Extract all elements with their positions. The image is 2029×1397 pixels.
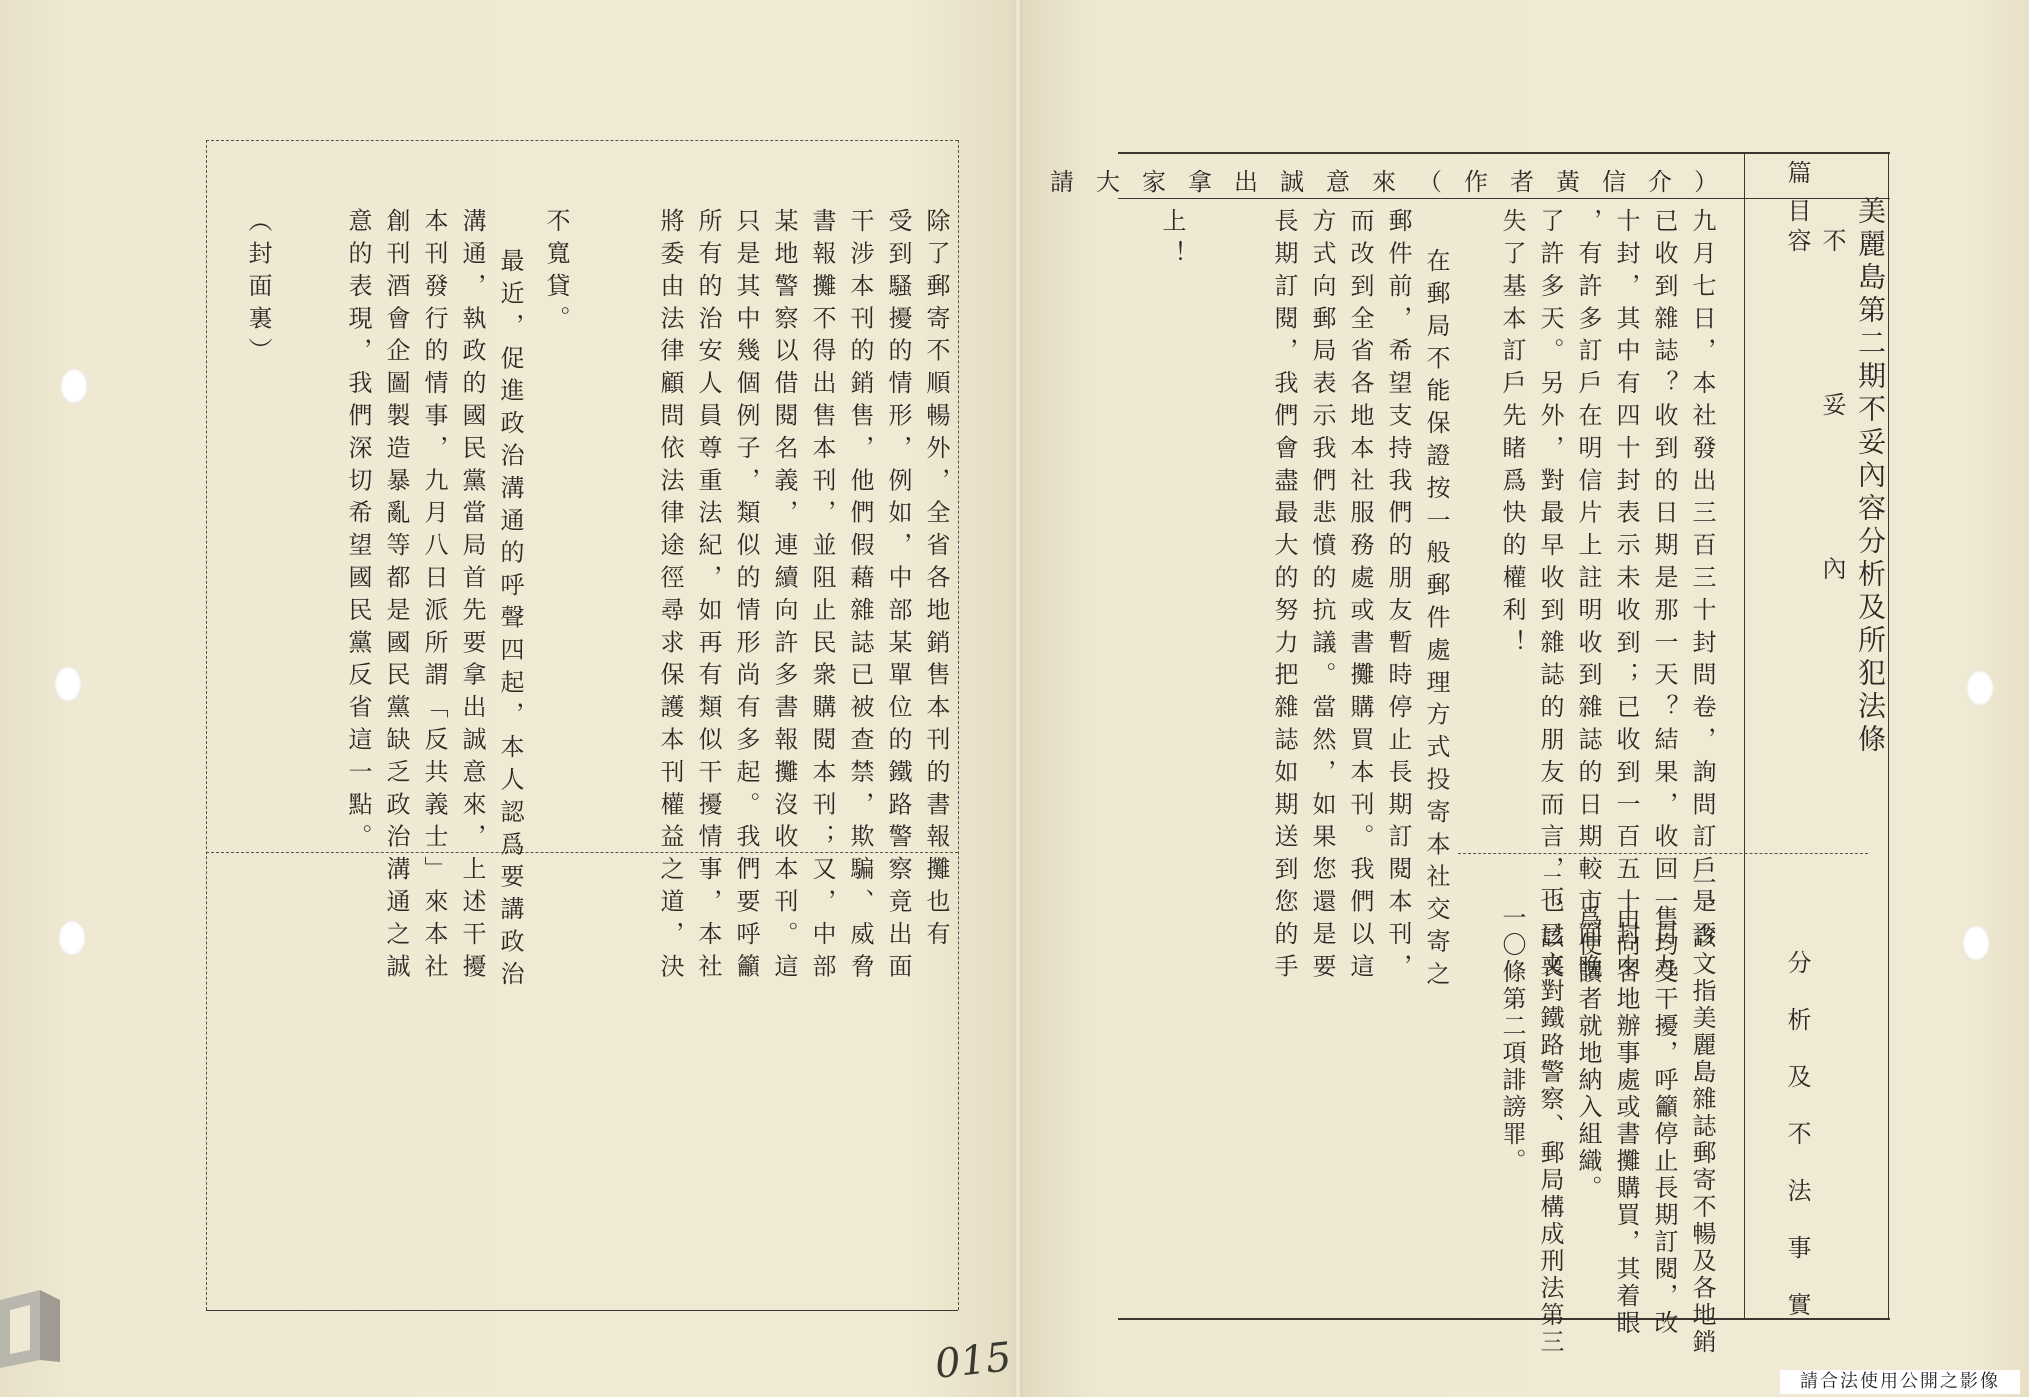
left-column: 書報攤不得出售本刊，並阻止民衆購閱本刊；又，中部 <box>808 208 836 986</box>
left-left-rule <box>206 140 207 1310</box>
usage-notice: 請合法使用公開之影像 <box>1780 1370 2020 1394</box>
article-column: 了許多天。另外，對最早收到雜誌的朋友而言，也已喪 <box>1536 208 1564 986</box>
improper-content-header: 不妥內容 <box>1783 228 1846 720</box>
article-column: 在郵局不能保證按一般郵件處理方式投寄本社交寄之 <box>1422 248 1450 994</box>
left-column: 某地警察以借閱名義，連續向許多書報攤沒收本刊。這 <box>770 208 798 986</box>
article-column: 九月七日，本社發出三百三十封問卷，詢問訂戶是否 <box>1688 208 1716 954</box>
article-header: 篇目 <box>1783 160 1811 236</box>
analysis-column: 一、該文指美麗島雜誌郵寄不暢及各地銷 <box>1688 870 1716 1356</box>
left-column: 最近，促進政治溝通的呼聲四起，本人認爲要講政治 <box>496 248 524 994</box>
left-column: 不寬貸。 <box>542 208 570 338</box>
article-column: ，有許多訂戶在明信片上註明收到雜誌的日期較市面晚 <box>1574 208 1602 986</box>
archive-logo-icon <box>0 1290 70 1370</box>
article-column: 而改到全省各地本社服務處或書攤購買本刊。我們以這 <box>1346 208 1374 986</box>
left-column: 受到騷擾的情形，例如，中部某單位的鐵路警察竟出面 <box>884 208 912 986</box>
left-right-rule <box>958 140 959 1310</box>
table-bottom-rule <box>1118 1318 1890 1320</box>
left-top-rule <box>206 140 958 141</box>
left-column: 意的表現，我們深切希望國民黨反省這一點。 <box>344 208 372 856</box>
article-column: 失了基本訂戶先睹爲快的權利！ <box>1498 208 1526 662</box>
table-header-rule <box>1118 198 1890 199</box>
document-title: 美麗島第二期不妥內容分析及所犯法條 <box>1854 196 1887 757</box>
table-top-rule <box>1118 152 1890 154</box>
analysis-column: 一〇條第二項誹謗罪。 <box>1498 905 1526 1175</box>
analysis-column: 由向各地辦事處或書攤購買，其着眼 <box>1612 905 1640 1337</box>
article-column: 方式向郵局表示我們悲憤的抗議。當然，如果您還是要 <box>1308 208 1336 986</box>
left-column: 除了郵寄不順暢外，全省各地銷售本刊的書報攤也有 <box>922 208 950 954</box>
binder-hole <box>58 920 86 956</box>
binder-hole <box>1966 670 1994 706</box>
left-column: 溝通，執政的國民黨當局首先要拿出誠意來，上述干擾 <box>458 208 486 986</box>
analysis-header: 分析及不法事實 <box>1783 950 1811 1349</box>
article-column: 已收到雜誌？收到的日期是那一天？結果，收回一百九 <box>1650 208 1678 986</box>
article-title: 請大家拿出誠意來（作者黃信介） <box>1050 168 1740 196</box>
left-bottom-rule <box>206 1310 958 1311</box>
left-column: 創刊酒會企圖製造暴亂等都是國民黨缺乏政治溝通之誠 <box>382 208 410 986</box>
article-column: 十封，其中有四十封表示未收到；已收到一百五十封中 <box>1612 208 1640 986</box>
left-column: 所有的治安人員尊重法紀，如再有類似干擾情事，本社 <box>694 208 722 986</box>
binder-hole <box>1962 925 1990 961</box>
binder-hole <box>54 666 82 702</box>
table-header-divider <box>1744 152 1745 1320</box>
left-column: 只是其中幾個例子，類似的情形尚有多起。我們要呼籲 <box>732 208 760 986</box>
analysis-column: 爲使讀者就地納入組織。 <box>1574 905 1602 1202</box>
page-fold <box>1014 0 1022 1397</box>
article-column: 上！ <box>1158 208 1186 273</box>
table-right-rule <box>1888 152 1889 1320</box>
left-column: （封面裏） <box>244 208 272 370</box>
left-column: 將委由法律顧問依法律途徑尋求保護本刊權益之道，決 <box>656 208 684 986</box>
analysis-column: 售均受干擾，呼籲停止長期訂閱，改 <box>1650 905 1678 1337</box>
left-column: 干涉本刊的銷售，他們假藉雜誌已被查禁，欺騙、威脅 <box>846 208 874 986</box>
analysis-column: 二、該文對鐵路警察、郵局構成刑法第三 <box>1536 870 1564 1356</box>
left-column: 本刊發行的情事，九月八日派所謂「反共義士」來本社 <box>420 208 448 986</box>
article-column: 郵件前，希望支持我們的朋友暫時停止長期訂閱本刊， <box>1384 208 1412 986</box>
binder-hole <box>60 368 88 404</box>
article-column: 長期訂閱，我們會盡最大的努力把雜誌如期送到您的手 <box>1270 208 1298 986</box>
page-number: 015 <box>932 1334 1014 1388</box>
